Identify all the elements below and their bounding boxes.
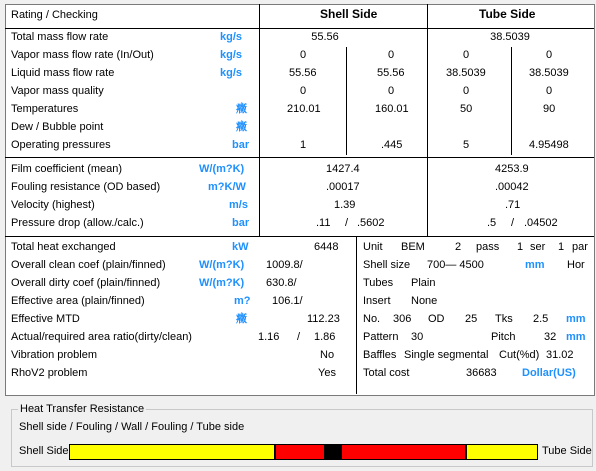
row-label: Pressure drop (allow./calc.) <box>11 217 144 229</box>
total-cost-unit: Dollar(US) <box>522 367 576 379</box>
row-label: Velocity (highest) <box>11 199 95 211</box>
tube-in-value: 38.5039 <box>446 67 486 79</box>
unit-label: 癥 <box>236 313 247 325</box>
shell-orientation: Hor <box>567 259 585 271</box>
unit-label: bar <box>232 139 250 151</box>
tube-value: .71 <box>505 199 521 211</box>
unit-label: W/(m?K) <box>199 259 245 271</box>
row-label: Dew / Bubble point <box>11 121 104 133</box>
grid-line <box>346 47 347 155</box>
tks-value: 2.5 <box>533 313 549 325</box>
insert-label: Insert <box>363 295 391 307</box>
tube-in-value: 5 <box>463 139 470 151</box>
pass-count: 2 <box>455 241 462 253</box>
tube-side-header: Tube Side <box>479 7 536 21</box>
tube-calc-value: .04502 <box>524 217 558 229</box>
value: 106.1/ <box>272 295 303 307</box>
value: 1009.8/ <box>266 259 303 271</box>
row-label: Operating pressures <box>11 139 111 151</box>
unit-label: m? <box>234 295 251 307</box>
cut-value: 31.02 <box>546 349 574 361</box>
shell-out-value: 0 <box>388 49 395 61</box>
separator: / <box>345 217 349 229</box>
row-label: RhoV2 problem <box>11 367 88 379</box>
unit-label: m/s <box>229 199 248 211</box>
unit-type: BEM <box>401 241 425 253</box>
row-label: Actual/required area ratio(dirty/clean) <box>11 331 192 343</box>
od-value: 25 <box>465 313 478 325</box>
shell-out-value: 160.01 <box>375 103 409 115</box>
grid-line <box>511 47 512 155</box>
tube-out-value: 0 <box>546 85 553 97</box>
shell-allow-value: .11 <box>316 217 331 229</box>
shell-out-value: 55.56 <box>377 67 405 79</box>
unit-label: kg/s <box>220 67 243 79</box>
value: 1.16 <box>258 331 280 343</box>
group-title: Heat Transfer Resistance <box>20 403 145 415</box>
separator: / <box>511 217 515 229</box>
par-count: 1 <box>558 241 565 253</box>
shell-value: 1427.4 <box>326 163 360 175</box>
grid-line <box>356 237 357 394</box>
shell-in-value: 1 <box>300 139 307 151</box>
separator: / <box>297 331 301 343</box>
shell-in-value: 0 <box>300 49 307 61</box>
total-cost-label: Total cost <box>363 367 410 379</box>
unit-label: kg/s <box>220 31 243 43</box>
shell-size-label: Shell size <box>363 259 411 271</box>
value: 630.8/ <box>266 277 297 289</box>
row-label: Overall clean coef (plain/finned) <box>11 259 166 271</box>
value: 1.86 <box>314 331 336 343</box>
pitch-label: Pitch <box>491 331 516 343</box>
tube-in-value: 0 <box>463 49 470 61</box>
row-label: Liquid mass flow rate <box>11 67 115 79</box>
pitch-value: 32 <box>544 331 557 343</box>
insert-value: None <box>411 295 438 307</box>
shell-value: .00017 <box>326 181 360 193</box>
row-label: Vapor mass flow rate (In/Out) <box>11 49 154 61</box>
tube-in-value: 50 <box>460 103 473 115</box>
unit-label: 癥 <box>236 121 247 133</box>
unit-label: m?K/W <box>208 181 246 193</box>
row-label: Total mass flow rate <box>11 31 109 43</box>
shell-in-value: 55.56 <box>289 67 317 79</box>
unit-label: kW <box>232 241 249 253</box>
cut-label: Cut(%d) <box>499 349 540 361</box>
shell-calc-value: .5602 <box>357 217 385 229</box>
shell-value: 1.39 <box>334 199 356 211</box>
tube-in-value: 0 <box>463 85 470 97</box>
shell-value: 55.56 <box>311 31 339 43</box>
row-label: Effective MTD <box>11 313 80 325</box>
tube-side-bar-label: Tube Side <box>542 445 592 457</box>
tubes-label: Tubes <box>363 277 394 289</box>
tube-value: 4253.9 <box>495 163 529 175</box>
pattern-value: 30 <box>411 331 424 343</box>
tks-unit: mm <box>566 313 586 325</box>
grid-line <box>427 4 428 237</box>
shell-out-value: .445 <box>381 139 403 151</box>
ser-label: ser <box>530 241 546 253</box>
row-label: Vibration problem <box>11 349 98 361</box>
baffles-value: Single segmental <box>404 349 489 361</box>
row-label: Vapor mass quality <box>11 85 104 97</box>
total-cost-value: 36683 <box>466 367 497 379</box>
pass-label: pass <box>476 241 500 253</box>
shell-out-value: 0 <box>388 85 395 97</box>
resistance-legend: Shell side / Fouling / Wall / Fouling / Tube side <box>19 421 245 433</box>
resistance-segment-tube-side <box>466 444 538 460</box>
par-label: par <box>572 241 588 253</box>
value: No <box>320 349 335 361</box>
unit-label: Unit <box>363 241 383 253</box>
tube-no-label: No. <box>363 313 381 325</box>
pattern-label: Pattern <box>363 331 399 343</box>
tubes-value: Plain <box>411 277 436 289</box>
grid-line <box>5 236 594 237</box>
unit-label: 癥 <box>236 103 247 115</box>
tube-no-value: 306 <box>393 313 412 325</box>
shell-size-value: 700— 4500 <box>427 259 484 271</box>
row-label: Film coefficient (mean) <box>11 163 123 175</box>
shell-side-header: Shell Side <box>320 7 378 21</box>
tube-out-value: 0 <box>546 49 553 61</box>
grid-line <box>5 28 594 29</box>
rating-checking-title: Rating / Checking <box>11 9 98 21</box>
tube-out-value: 4.95498 <box>529 139 569 151</box>
value: 6448 <box>314 241 339 253</box>
od-label: OD <box>428 313 445 325</box>
unit-label: kg/s <box>220 49 243 61</box>
tube-out-value: 38.5039 <box>529 67 569 79</box>
grid-line <box>5 157 594 158</box>
resistance-segment-fouling-tube <box>341 444 466 460</box>
row-label: Total heat exchanged <box>11 241 116 253</box>
tube-out-value: 90 <box>543 103 556 115</box>
pitch-unit: mm <box>566 331 586 343</box>
resistance-segment-shell-side <box>69 444 275 460</box>
resistance-segment-fouling-shell <box>275 444 325 460</box>
baffles-label: Baffles <box>363 349 397 361</box>
value: 112.23 <box>307 313 340 325</box>
grid-line <box>259 4 260 237</box>
shell-in-value: 0 <box>300 85 307 97</box>
row-label: Overall dirty coef (plain/finned) <box>11 277 161 289</box>
resistance-segment-wall <box>325 444 341 460</box>
shell-side-bar-label: Shell Side <box>19 445 69 457</box>
shell-size-unit: mm <box>525 259 545 271</box>
tks-label: Tks <box>495 313 513 325</box>
unit-label: bar <box>232 217 250 229</box>
unit-label: W/(m?K) <box>199 163 245 175</box>
unit-label: W/(m?K) <box>199 277 245 289</box>
value: Yes <box>318 367 336 379</box>
ser-count: 1 <box>517 241 524 253</box>
tube-value: .00042 <box>495 181 529 193</box>
row-label: Effective area (plain/finned) <box>11 295 145 307</box>
tube-value: 38.5039 <box>490 31 530 43</box>
tube-allow-value: .5 <box>487 217 497 229</box>
row-label: Fouling resistance (OD based) <box>11 181 161 193</box>
shell-in-value: 210.01 <box>287 103 321 115</box>
row-label: Temperatures <box>11 103 79 115</box>
